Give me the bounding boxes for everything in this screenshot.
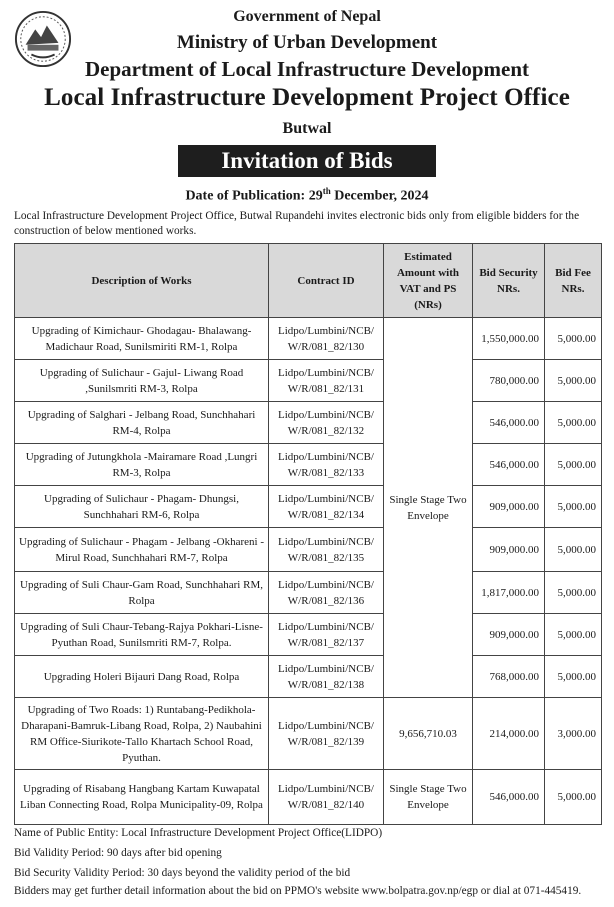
intro-paragraph: Local Infrastructure Development Project Office, Butwal Rupandehi invites electronic bids only from eligible bidders for the construction of below mentioned works. (14, 210, 580, 237)
row-contract-id: Lidpo/Lumbini/NCB/ W/R/081_82/133 (269, 444, 384, 486)
row-bid-fee: 5,000.00 (545, 770, 602, 825)
table-row (15, 318, 602, 360)
department-heading: Department of Local Infrastructure Development (84, 57, 529, 81)
merged-bid-method: Single Stage Two Envelope (384, 318, 473, 698)
row-bid-security: 909,000.00 (473, 614, 545, 656)
row-bid-security: 909,000.00 (473, 486, 545, 528)
row-bid-security: 546,000.00 (473, 402, 545, 444)
row-contract-id: Lidpo/Lumbini/NCB/ W/R/081_82/140 (269, 770, 384, 825)
merged-estimated-amount: 9,656,710.03 (384, 698, 473, 770)
merged-bid-method-2: Single Stage Two Envelope (384, 770, 473, 825)
row-contract-id: Lidpo/Lumbini/NCB/ W/R/081_82/132 (269, 402, 384, 444)
header-bid-fee: Bid Fee NRs. (545, 244, 602, 318)
table-row (15, 444, 602, 486)
footer-info: Bidders may get further detail information about the bid on PPMO's website www.bolpatra.gov.np/egp or dial at 071-445419. (14, 885, 582, 897)
row-contract-id: Lidpo/Lumbini/NCB/ W/R/081_82/131 (269, 360, 384, 402)
table-row (15, 402, 602, 444)
row-description: Upgrading of Sulichaur - Phagam - Jelbang -Okhareni - Mirul Road, Sunchhahari RM-7, Rolpa (15, 528, 269, 572)
row-bid-fee: 5,000.00 (545, 360, 602, 402)
row-contract-id: Lidpo/Lumbini/NCB/ W/R/081_82/136 (269, 572, 384, 614)
row-bid-fee: 3,000.00 (545, 698, 602, 770)
table-row (15, 698, 602, 770)
row-description: Upgrading Holeri Bijauri Dang Road, Rolpa (15, 656, 269, 698)
header-bid-security: Bid Security NRs. (473, 244, 545, 318)
row-bid-security: 909,000.00 (473, 528, 545, 572)
row-bid-fee: 5,000.00 (545, 402, 602, 444)
row-bid-security: 780,000.00 (473, 360, 545, 402)
row-description: Upgrading of Suli Chaur-Gam Road, Sunchhahari RM, Rolpa (15, 572, 269, 614)
row-description: Upgrading of Sulichaur - Phagam- Dhungsi, Sunchhahari RM-6, Rolpa (15, 486, 269, 528)
publication-date: Date of Publication: 29th December, 2024 (185, 186, 429, 204)
ministry-heading: Ministry of Urban Development (176, 32, 438, 53)
table-row (15, 486, 602, 528)
row-description: Upgrading of Jutungkhola -Mairamare Road ,Lungri RM-3, Rolpa (15, 444, 269, 486)
row-contract-id: Lidpo/Lumbini/NCB/ W/R/081_82/134 (269, 486, 384, 528)
office-heading: Local Infrastructure Development Project Office (44, 84, 570, 111)
row-bid-fee: 5,000.00 (545, 486, 602, 528)
header-estimated-amount: Estimated Amount with VAT and PS (NRs) (384, 244, 473, 318)
location-heading: Butwal (282, 120, 332, 137)
row-bid-security: 1,817,000.00 (473, 572, 545, 614)
row-description: Upgrading of Sulichaur - Gajul- Liwang Road ,Sunilsmriti RM-3, Rolpa (15, 360, 269, 402)
invitation-banner: Invitation of Bids (178, 145, 436, 177)
row-bid-fee: 5,000.00 (545, 444, 602, 486)
row-description: Upgrading of Risabang Hangbang Kartam Kuwapatal Liban Connecting Road, Rolpa Municipality-09, Rolpa (15, 770, 269, 825)
row-bid-security: 546,000.00 (473, 444, 545, 486)
row-description: Upgrading of Salghari - Jelbang Road, Sunchhahari RM-4, Rolpa (15, 402, 269, 444)
row-bid-fee: 5,000.00 (545, 318, 602, 360)
row-bid-security: 214,000.00 (473, 698, 545, 770)
row-bid-security: 546,000.00 (473, 770, 545, 825)
row-contract-id: Lidpo/Lumbini/NCB/ W/R/081_82/137 (269, 614, 384, 656)
header-description: Description of Works (15, 244, 269, 318)
table-row (15, 572, 602, 614)
row-description: Upgrading of Two Roads: 1) Runtabang-Pedikhola-Dharapani-Bamruk-Libang Road, Rolpa, 2) Naubahini RM Office-Siurikote-Tallo Khartach School Road, Pyuthan. (15, 698, 269, 770)
row-bid-security: 768,000.00 (473, 656, 545, 698)
table-row (15, 656, 602, 698)
table-row (15, 614, 602, 656)
header-contract-id: Contract ID (269, 244, 384, 318)
row-description: Upgrading of Kimichaur- Ghodagau- Bhalawang-Madichaur Road, Sunilsmiriti RM-1, Rolpa (15, 318, 269, 360)
row-bid-fee: 5,000.00 (545, 656, 602, 698)
government-heading: Government of Nepal (233, 8, 381, 25)
footer-bid-validity: Bid Validity Period: 90 days after bid opening (14, 847, 222, 859)
table-row (15, 770, 602, 825)
footer-entity: Name of Public Entity: Local Infrastructure Development Project Office(LIDPO) (14, 827, 383, 839)
bids-table (14, 243, 602, 825)
row-bid-fee: 5,000.00 (545, 572, 602, 614)
table-header-row (15, 244, 602, 318)
row-bid-security: 1,550,000.00 (473, 318, 545, 360)
row-bid-fee: 5,000.00 (545, 614, 602, 656)
row-description: Upgrading of Suli Chaur-Tebang-Rajya Pokhari-Lisne-Pyuthan Road, Sunilsmriti RM-7, Rolpa. (15, 614, 269, 656)
row-contract-id: Lidpo/Lumbini/NCB/ W/R/081_82/135 (269, 528, 384, 572)
row-contract-id: Lidpo/Lumbini/NCB/ W/R/081_82/130 (269, 318, 384, 360)
row-bid-fee: 5,000.00 (545, 528, 602, 572)
table-row (15, 360, 602, 402)
table-row (15, 528, 602, 572)
row-contract-id: Lidpo/Lumbini/NCB/ W/R/081_82/139 (269, 698, 384, 770)
row-contract-id: Lidpo/Lumbini/NCB/ W/R/081_82/138 (269, 656, 384, 698)
footer-security-validity: Bid Security Validity Period: 30 days beyond the validity period of the bid (14, 867, 351, 879)
